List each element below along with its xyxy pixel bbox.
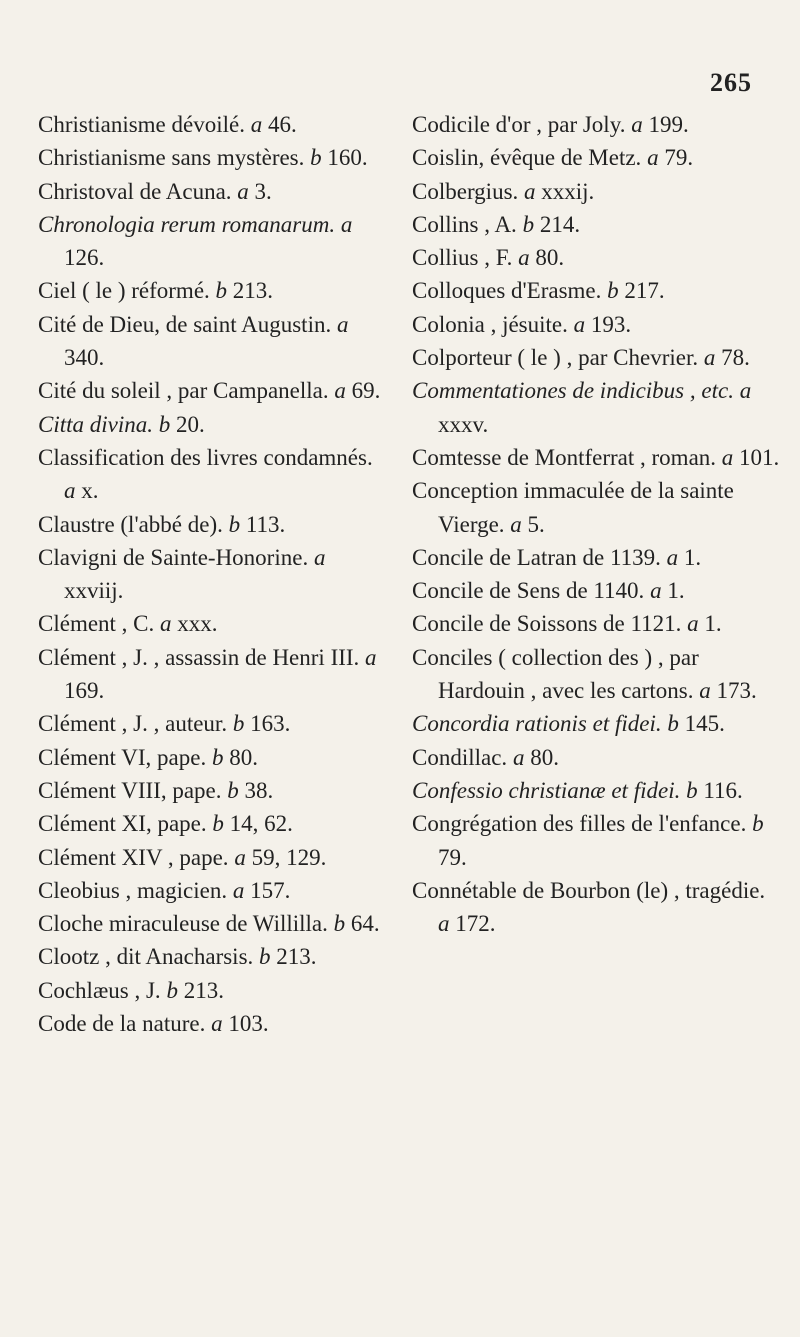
page-refs: 103.: [228, 1011, 269, 1037]
entry-title: Chronologia rerum romanarum.: [38, 211, 336, 237]
page-refs: 173.: [716, 678, 757, 704]
part-letter: b: [607, 278, 619, 304]
part-letter: a: [687, 611, 699, 637]
page-refs: 157.: [250, 877, 291, 903]
index-entry: [412, 108, 782, 141]
page-refs: 69.: [351, 378, 381, 404]
index-entry: [38, 1007, 386, 1040]
entry-reference: [227, 778, 273, 803]
page-refs: 59, 129.: [251, 844, 327, 870]
entry-title: Collius , F.: [412, 245, 513, 271]
page-refs: 340.: [64, 345, 105, 371]
part-letter: b: [259, 944, 271, 970]
page-refs: 101.: [739, 444, 780, 470]
index-entry: [412, 308, 782, 341]
entry-title: Christoval de Acuna.: [38, 178, 232, 204]
entry-reference: [310, 145, 368, 170]
page-refs: 213.: [276, 944, 317, 970]
part-letter: b: [232, 711, 245, 737]
part-letter: b: [686, 777, 698, 803]
entry-title: Cochlæus , J.: [38, 977, 161, 1003]
page-number: 265: [710, 68, 752, 97]
entry-title: Cloche miraculeuse de Willilla.: [38, 911, 328, 937]
page-refs: 38.: [244, 777, 274, 803]
entry-title: Coislin, évêque de Metz.: [412, 145, 642, 171]
part-letter: b: [215, 278, 228, 304]
entry-title: Clément , J. , assassin de Henri III.: [38, 644, 360, 670]
part-letter: b: [166, 977, 178, 1003]
part-letter: a: [631, 112, 643, 137]
entry-title: Comtesse de Montferrat , roman.: [412, 444, 717, 470]
part-letter: a: [334, 378, 346, 404]
index-entry: [412, 441, 782, 474]
entry-reference: [631, 112, 689, 137]
entry-reference: [233, 878, 291, 903]
right-column: [412, 108, 782, 940]
page-refs: xxx.: [177, 611, 218, 637]
entry-title: Citta divina.: [38, 411, 153, 437]
page-refs: 64.: [350, 911, 380, 937]
page-refs: 80.: [530, 744, 559, 770]
page-refs: 20.: [176, 411, 205, 437]
part-letter: a: [666, 544, 679, 570]
index-entry: [412, 241, 782, 274]
index-entry: [38, 841, 386, 874]
entry-reference: [607, 278, 665, 303]
part-letter: a: [518, 245, 530, 271]
page-refs: 213.: [232, 278, 274, 304]
part-letter: a: [573, 311, 586, 337]
left-column: [38, 108, 386, 1040]
index-entry: [38, 175, 386, 208]
index-entry: [412, 341, 782, 374]
page-refs: xxxij.: [541, 178, 595, 204]
entry-reference: [523, 212, 581, 237]
entry-title: Collins , A.: [412, 211, 517, 237]
entry-reference: [438, 911, 496, 936]
entry-reference: [334, 378, 380, 403]
page-refs: 1.: [683, 544, 702, 570]
entry-title: Classification des livres condamnés.: [38, 444, 373, 470]
entry-title: Concile de Soissons de 1121.: [412, 611, 682, 637]
index-entry: [38, 208, 386, 275]
index-entry: [38, 108, 386, 141]
entry-title: Clément XI, pape.: [38, 811, 207, 837]
entry-title: Christianisme dévoilé.: [38, 112, 245, 137]
entry-title: Congrégation des filles de l'enfance.: [412, 811, 747, 837]
entry-title: Christianisme sans mystères.: [38, 145, 305, 171]
entry-reference: [216, 278, 274, 303]
entry-reference: [704, 345, 750, 370]
entry-reference: [518, 245, 564, 270]
page-refs: 145.: [684, 711, 725, 737]
page-refs: 214.: [539, 211, 581, 237]
page-refs: xxviij.: [64, 578, 124, 604]
entry-reference: [513, 745, 559, 770]
entry-reference: [667, 545, 702, 570]
entry-title: Conception immaculée de la sainte Vierge.: [412, 478, 734, 537]
page-refs: 79.: [438, 844, 467, 870]
entry-reference: [237, 179, 272, 204]
part-letter: a: [721, 444, 734, 470]
entry-title: Cité de Dieu, de saint Augustin.: [38, 311, 332, 337]
entry-reference: [212, 811, 293, 836]
index-entry: [38, 874, 386, 907]
page-refs: 217.: [624, 278, 665, 304]
part-letter: b: [333, 911, 346, 937]
entry-title: Clément VIII, pape.: [38, 777, 222, 803]
part-letter: b: [158, 411, 171, 437]
index-entry: [38, 907, 386, 940]
index-entry: [38, 141, 386, 174]
entry-title: Concordia rationis et fidei.: [412, 711, 662, 737]
index-entry: [412, 374, 782, 441]
part-letter: a: [739, 378, 752, 404]
entry-title: Connétable de Bourbon (le) , tragédie.: [412, 877, 766, 903]
page-refs: 46.: [267, 112, 297, 137]
index-entry: [38, 940, 386, 973]
index-entry: [412, 541, 782, 574]
entry-title: Condillac.: [412, 744, 508, 770]
part-letter: a: [64, 478, 76, 504]
index-entry: [38, 408, 386, 441]
index-entry: [412, 707, 782, 740]
index-entry: [412, 641, 782, 708]
entry-reference: [229, 512, 286, 537]
page-refs: 113.: [245, 511, 286, 537]
index-entry: [38, 374, 386, 407]
page-refs: xxxv.: [438, 411, 489, 437]
index-entry: [38, 741, 386, 774]
page-refs: 193.: [590, 311, 632, 337]
entry-reference: [667, 711, 725, 736]
entry-title: Codicile d'or , par Joly.: [412, 112, 626, 137]
index-entry: [38, 607, 386, 640]
entry-reference: [686, 778, 743, 803]
entry-reference: [259, 944, 317, 969]
part-letter: b: [752, 811, 764, 837]
part-letter: a: [650, 578, 662, 604]
entry-title: Clément VI, pape.: [38, 744, 207, 770]
entry-title: Colbergius.: [412, 178, 519, 204]
part-letter: a: [647, 145, 659, 171]
index-entry: [38, 807, 386, 840]
entry-reference: [699, 678, 757, 703]
entry-reference: [251, 112, 297, 137]
index-entry: [38, 274, 386, 307]
part-letter: a: [524, 178, 536, 204]
entry-reference: [524, 179, 594, 204]
index-entry: [412, 274, 782, 307]
entry-reference: [233, 711, 291, 736]
page-refs: 213.: [183, 977, 224, 1003]
entry-title: Claustre (l'abbé de).: [38, 511, 223, 537]
entry-title: Concile de Sens de 1140.: [412, 578, 645, 604]
index-entry: [38, 508, 386, 541]
index-entry: [38, 774, 386, 807]
page-refs: 199.: [648, 112, 689, 137]
part-letter: a: [336, 311, 349, 337]
part-letter: a: [250, 112, 263, 137]
entry-reference: [160, 611, 218, 636]
entry-reference: [574, 312, 632, 337]
part-letter: a: [232, 877, 245, 903]
entry-title: Clément , C.: [38, 611, 155, 637]
page-refs: 78.: [721, 345, 750, 371]
entry-reference: [166, 978, 224, 1003]
entry-reference: [650, 578, 685, 603]
entry-title: Clément , J. , auteur.: [38, 711, 228, 737]
page-refs: 3.: [254, 178, 272, 204]
entry-title: Colporteur ( le ) , par Chevrier.: [412, 345, 699, 371]
page-refs: 79.: [664, 145, 694, 171]
entry-title: Cité du soleil , par Campanella.: [38, 378, 329, 404]
part-letter: a: [211, 1011, 223, 1037]
part-letter: a: [512, 744, 525, 770]
page-refs: 14, 62.: [229, 811, 293, 837]
page-refs: 160.: [327, 145, 368, 171]
part-letter: a: [365, 644, 377, 670]
entry-reference: [510, 512, 545, 537]
index-entry: [412, 141, 782, 174]
part-letter: b: [228, 511, 241, 537]
part-letter: a: [313, 544, 326, 570]
page-refs: x.: [81, 478, 99, 504]
part-letter: b: [227, 777, 239, 803]
entry-title: Code de la nature.: [38, 1011, 206, 1037]
part-letter: a: [703, 345, 716, 371]
entry-reference: [159, 412, 205, 437]
part-letter: b: [667, 711, 679, 737]
page-refs: 80.: [229, 744, 258, 770]
part-letter: a: [340, 211, 353, 237]
page-refs: 163.: [250, 711, 291, 737]
page-refs: 172.: [455, 911, 496, 937]
entry-reference: [212, 745, 258, 770]
index-entry: [38, 541, 386, 608]
index-entry: [412, 874, 782, 941]
index-entry: [412, 741, 782, 774]
entry-reference: [211, 1011, 269, 1036]
index-entry: [412, 175, 782, 208]
index-entry: [412, 807, 782, 874]
index-entry: [412, 607, 782, 640]
page-refs: 116.: [703, 777, 743, 803]
entry-title: Conciles ( collection des ) , par Hardouin , avec les cartons.: [412, 644, 699, 704]
part-letter: a: [438, 911, 450, 937]
index-entry: [412, 208, 782, 241]
entry-reference: [687, 611, 722, 636]
index-entry: [38, 441, 386, 508]
entry-title: Clavigni de Sainte-Honorine.: [38, 544, 309, 570]
page-refs: 1.: [667, 578, 685, 604]
index-entry: [38, 641, 386, 708]
part-letter: a: [237, 178, 249, 204]
index-entry: [412, 574, 782, 607]
part-letter: b: [522, 211, 535, 237]
entry-title: Ciel ( le ) réformé.: [38, 278, 210, 304]
index-entry: [412, 474, 782, 541]
part-letter: a: [699, 678, 711, 704]
entry-reference: [334, 911, 380, 936]
page-refs: 5.: [527, 511, 545, 537]
entry-title: Clément XIV , pape.: [38, 844, 229, 870]
entry-title: Cleobius , magicien.: [38, 877, 228, 903]
part-letter: b: [211, 744, 224, 770]
entry-title: Colonia , jésuite.: [412, 311, 568, 337]
part-letter: b: [212, 811, 224, 837]
index-entry: [412, 774, 782, 807]
part-letter: a: [510, 511, 522, 537]
page-refs: 1.: [704, 611, 722, 637]
part-letter: a: [234, 844, 246, 870]
entry-title: Confessio christianæ et fidei.: [412, 777, 681, 803]
entry-title: Commentationes de indicibus , etc.: [412, 378, 734, 404]
index-entry: [38, 707, 386, 740]
entry-reference: [647, 145, 693, 170]
entry-title: Concile de Latran de 1139.: [412, 544, 661, 570]
page-refs: 169.: [64, 678, 105, 704]
page-refs: 126.: [64, 245, 105, 271]
part-letter: b: [310, 145, 322, 171]
entry-reference: [722, 445, 780, 470]
index-entry: [38, 308, 386, 375]
part-letter: a: [160, 611, 172, 637]
entry-title: Clootz , dit Anacharsis.: [38, 944, 254, 970]
entry-reference: [64, 478, 99, 503]
entry-reference: [234, 845, 326, 870]
index-entry: [38, 974, 386, 1007]
page-refs: 80.: [535, 245, 565, 271]
entry-title: Colloques d'Erasme.: [412, 278, 602, 304]
